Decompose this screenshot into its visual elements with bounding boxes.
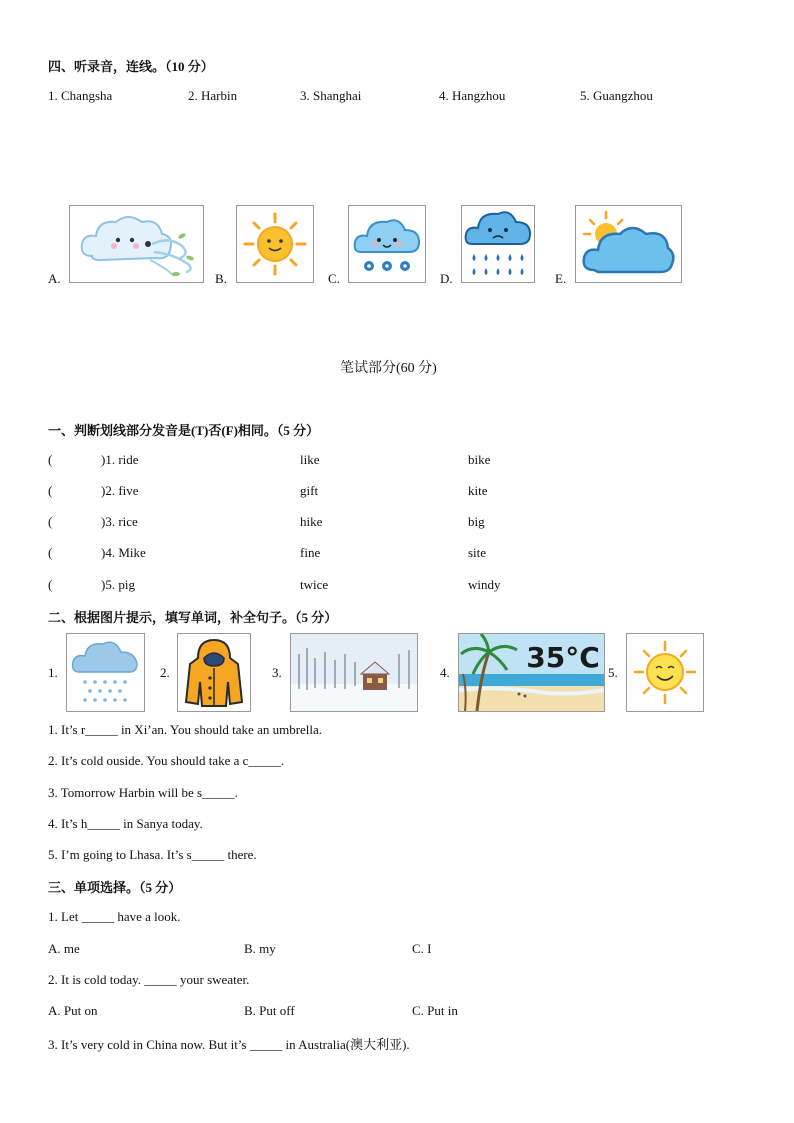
sun-icon (236, 205, 314, 283)
snowy-house-icon (290, 633, 418, 712)
word: fine (300, 545, 321, 560)
word: like (300, 452, 320, 467)
sentence-1: 1. It’s r_____ in Xi’an. You should take an umbrella. (48, 722, 323, 737)
word: twice (300, 577, 329, 592)
sentence-4: 4. It’s h_____ in Sanya today. (48, 816, 203, 831)
section1-heading: 一、判断划线部分发音是(T)否(F)相同。（5 分） (48, 423, 320, 438)
option-d-label: D. (440, 271, 453, 286)
word: five (118, 483, 139, 498)
option-a: A. Put on (48, 1003, 98, 1018)
answer-paren-open: ( (48, 452, 53, 467)
answer-paren-open: ( (48, 577, 53, 592)
image-number-5: 5. (608, 665, 618, 680)
word: site (468, 545, 487, 560)
sentence-2: 2. It’s cold ouside. You should take a c_____. (48, 753, 285, 768)
word: hike (300, 514, 323, 529)
word: Mike (118, 545, 146, 560)
question-3: 3. It’s very cold in China now. But it’s _____ in Australia(澳大利亚). (48, 1037, 410, 1052)
beach-icon (458, 633, 605, 712)
word: rice (118, 514, 138, 529)
sentence-5: 5. I’m going to Lhasa. It’s s_____ there. (48, 847, 257, 862)
question-1: 1. Let _____ have a look. (48, 909, 181, 924)
answer-paren-open: ( (48, 514, 53, 529)
word: windy (468, 577, 501, 592)
rain-cloud-icon (66, 633, 145, 712)
city-hangzhou: 4. Hangzhou (439, 88, 506, 103)
word: pig (118, 577, 135, 592)
word: kite (468, 483, 488, 498)
written-part-title: 笔试部分(60 分) (340, 361, 437, 376)
word: gift (300, 483, 319, 498)
section3-heading: 三、单项选择。（5 分） (48, 880, 182, 895)
word: ride (118, 452, 139, 467)
question-number: )1. ride (101, 452, 139, 467)
raincoat-icon (177, 633, 251, 712)
option-a: A. me (48, 941, 80, 956)
image-number-2: 2. (160, 665, 170, 680)
question-number: )5. pig (101, 577, 135, 592)
windy-cloud-icon (69, 205, 204, 283)
answer-paren-open: ( (48, 483, 53, 498)
image-number-3: 3. (272, 665, 282, 680)
section2-heading: 二、根据图片提示，填写单词，补全句子。（5 分） (48, 610, 338, 625)
sentence-3: 3. Tomorrow Harbin will be s_____. (48, 785, 238, 800)
question-number: )4. Mike (101, 545, 146, 560)
option-e-label: E. (555, 271, 567, 286)
word: bike (468, 452, 491, 467)
option-b: B. Put off (244, 1003, 295, 1018)
temperature-label: 35°C (526, 641, 600, 674)
option-c: C. Put in (412, 1003, 458, 1018)
city-changsha: 1. Changsha (48, 88, 113, 103)
question-2: 2. It is cold today. _____ your sweater. (48, 972, 250, 987)
option-c-label: C. (328, 271, 340, 286)
snow-cloud-icon (348, 205, 426, 283)
city-harbin: 2. Harbin (188, 88, 238, 103)
city-shanghai: 3. Shanghai (300, 88, 362, 103)
section4-heading: 四、听录音，连线。（10 分） (48, 59, 214, 74)
answer-paren-open: ( (48, 545, 53, 560)
option-a-label: A. (48, 271, 61, 286)
rain-cloud-icon (461, 205, 535, 283)
question-number: )3. rice (101, 514, 138, 529)
option-b: B. my (244, 941, 276, 956)
city-guangzhou: 5. Guangzhou (580, 88, 653, 103)
option-c: C. I (412, 941, 432, 956)
image-number-1: 1. (48, 665, 58, 680)
image-number-4: 4. (440, 665, 450, 680)
word: big (468, 514, 485, 529)
sun-behind-cloud-icon (575, 205, 682, 283)
question-number: )2. five (101, 483, 139, 498)
option-b-label: B. (215, 271, 227, 286)
sun-icon (626, 633, 704, 712)
